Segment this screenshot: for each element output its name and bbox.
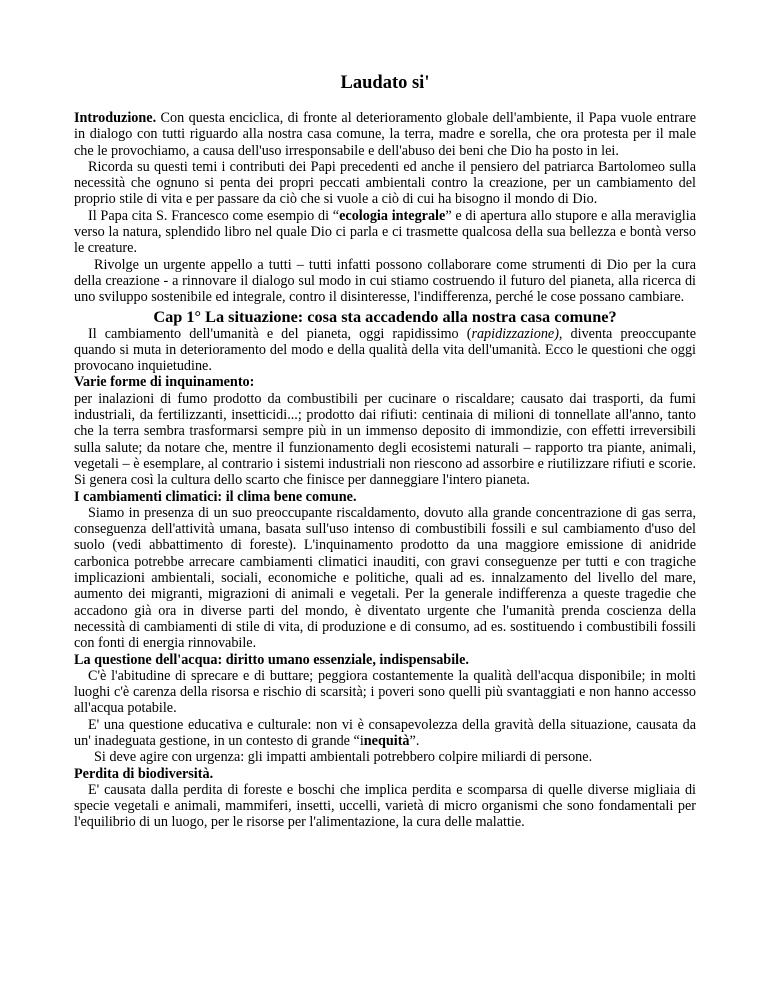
intro-p3-start: Il Papa cita S. Francesco come esempio di “ [88,207,340,224]
intro-paragraph-4: Rivolge un urgente appello a tutti – tutti infatti possono collaborare come strumenti di Dio per la cura della creazione - a rinnovare il dialogo sul modo in cui stiamo costruendo il futuro del pianeta, alla ricerca di uno sviluppo sostenibile ed integrale, contro il disinteresse, l'indifferenza, perché le cose possano cambiare. [74,256,696,306]
intro-label: Introduzione. [74,110,157,126]
chapter-intro-paragraph [74,326,696,375]
section-text-biodiversity: E' causata dalla perdita di foreste e boschi che implica perdita e scomparsa di quelle diverse migliaia di specie vegetali e animali, mammiferi, insetti, uccelli, varietà di micro organismi che sono fondamentali per l'equilibrio di un luogo, per le risorse per l'alimentazione, la cura delle malattie. [74,781,696,831]
intro-p3-bold: ecologia integrale [339,207,446,224]
section-heading-biodiversity: Perdita di biodiversità. [74,765,214,782]
chapter-intro-italic: rapidizzazione), [471,325,563,342]
section-text-water-2 [74,717,696,750]
intro-paragraph-3 [74,208,696,257]
section-heading-pollution: Varie forme di inquinamento: [74,374,255,391]
intro-p3-end: ” e di apertura allo stupore e alla meraviglia verso la natura, splendido libro nel quale Dio ci parla e ci trasmette qualcosa della sua bellezza e bontà verso le creature. [74,207,696,257]
section-text-pollution: per inalazioni di fumo prodotto da combustibili per cucinare o riscaldare; causato dai trasporti, da fumi industriali, da fertilizzanti, insetticidi...; prodotto dai rifiuti: centinaia di milioni di tonnellate all'anno, tanto che la terra sembra trasformarsi sempre più in un immenso deposito di immondizie, con effetti irreversibili sulla salute; da notare che, mentre il funzionamento degli ecosistemi naturali – rapporto tra piante, animali, vegetali – è esemplare, al contrario i sistemi industriali non riescono ad assorbire e riutilizzare rifiuti e scorie. Si genera così la cultura dello scarto che finisce per danneggiare l'intero pianeta. [74,390,696,489]
intro-paragraph-2: Ricorda su questi temi i contributi dei Papi precedenti ed anche il pensiero del patriarca Bartolomeo sulla necessità che ognuno si penta dei propri peccati ambientali contro la creazione, per un cambiamento del proprio stile di vita e per passare da ciò che si vuole a ciò di cui ha bisogno il mondo di Dio. [74,158,696,208]
section-heading-climate: I cambiamenti climatici: il clima bene comune. [74,488,357,505]
section-text-water-3: Si deve agire con urgenza: gli impatti ambientali potrebbero colpire miliardi di persone. [94,749,593,766]
chapter-intro-start: Il cambiamento dell'umanità e del pianeta, oggi rapidissimo ( [88,325,472,342]
water-p2-start: E' una questione educativa e culturale: non vi è consapevolezza della gravità della situazione, causata da un' inadeguata gestione, in un contesto di grande “i [74,716,696,749]
section-text-water-1: C'è l'abitudine di sprecare e di buttare; peggiora costantemente la qualità dell'acqua disponibile; in molti luoghi c'è carenza della risorsa e rischio di scarsità; i poveri sono quelli più svantaggiati e non hanno accesso all'acqua potabile. [74,667,696,717]
intro-paragraph-1 [74,110,696,159]
water-p2-end: ”. [409,732,420,749]
document-title: Laudato si' [340,73,430,93]
chapter-heading: Cap 1° La situazione: cosa sta accadendo alla nostra casa comune? [153,306,617,326]
section-heading-water: La questione dell'acqua: diritto umano essenziale, indispensabile. [74,651,469,668]
intro-text-1: Con questa enciclica, di fronte al deterioramento globale dell'ambiente, il Papa vuole entrare in dialogo con tutti riguardo alla nostra casa comune, la terra, madre e sorella, che ora protesta per il male che le provochiamo, a causa dell'uso irresponsabile e dell'abuso dei beni che Dio ha posto in lei. [74,110,696,159]
chapter-intro-end: diventa preoccupante quando si muta in deterioramento del modo e della qualità della vita dell'umanità. Ecco le questioni che oggi provocano inquietudine. [74,325,696,375]
section-text-climate: Siamo in presenza di un suo preoccupante riscaldamento, dovuto alla grande concentrazione di gas serra, conseguenza dell'attività umana, basata sull'uso intenso di combustibili fossili e sul cambiamento d'uso del suolo (vedi abbattimento di foreste). L'inquinamento prodotto da una maggiore emissione di anidride carbonica potrebbe arrecare cambiamenti climatici inauditi, con gravi conseguenze per tutti e con tragiche implicazioni ambientali, sociali, economiche e politiche, quali ad es. innalzamento del livello del mare, aumento dei migranti, migrazioni di animali e vegetali. Per la generale indifferenza a queste tragedie che accadono già ora in diverse parti del mondo, è diventato urgente che l'umanità prenda coscienza della necessità di cambiamenti di stile di vita, di produzione e di consumo, ad es. sostituendo i combustibili fossili con fonti di energia rinnovabile. [74,504,696,652]
document-page [74,60,696,831]
water-p2-bold: nequità [363,732,410,749]
